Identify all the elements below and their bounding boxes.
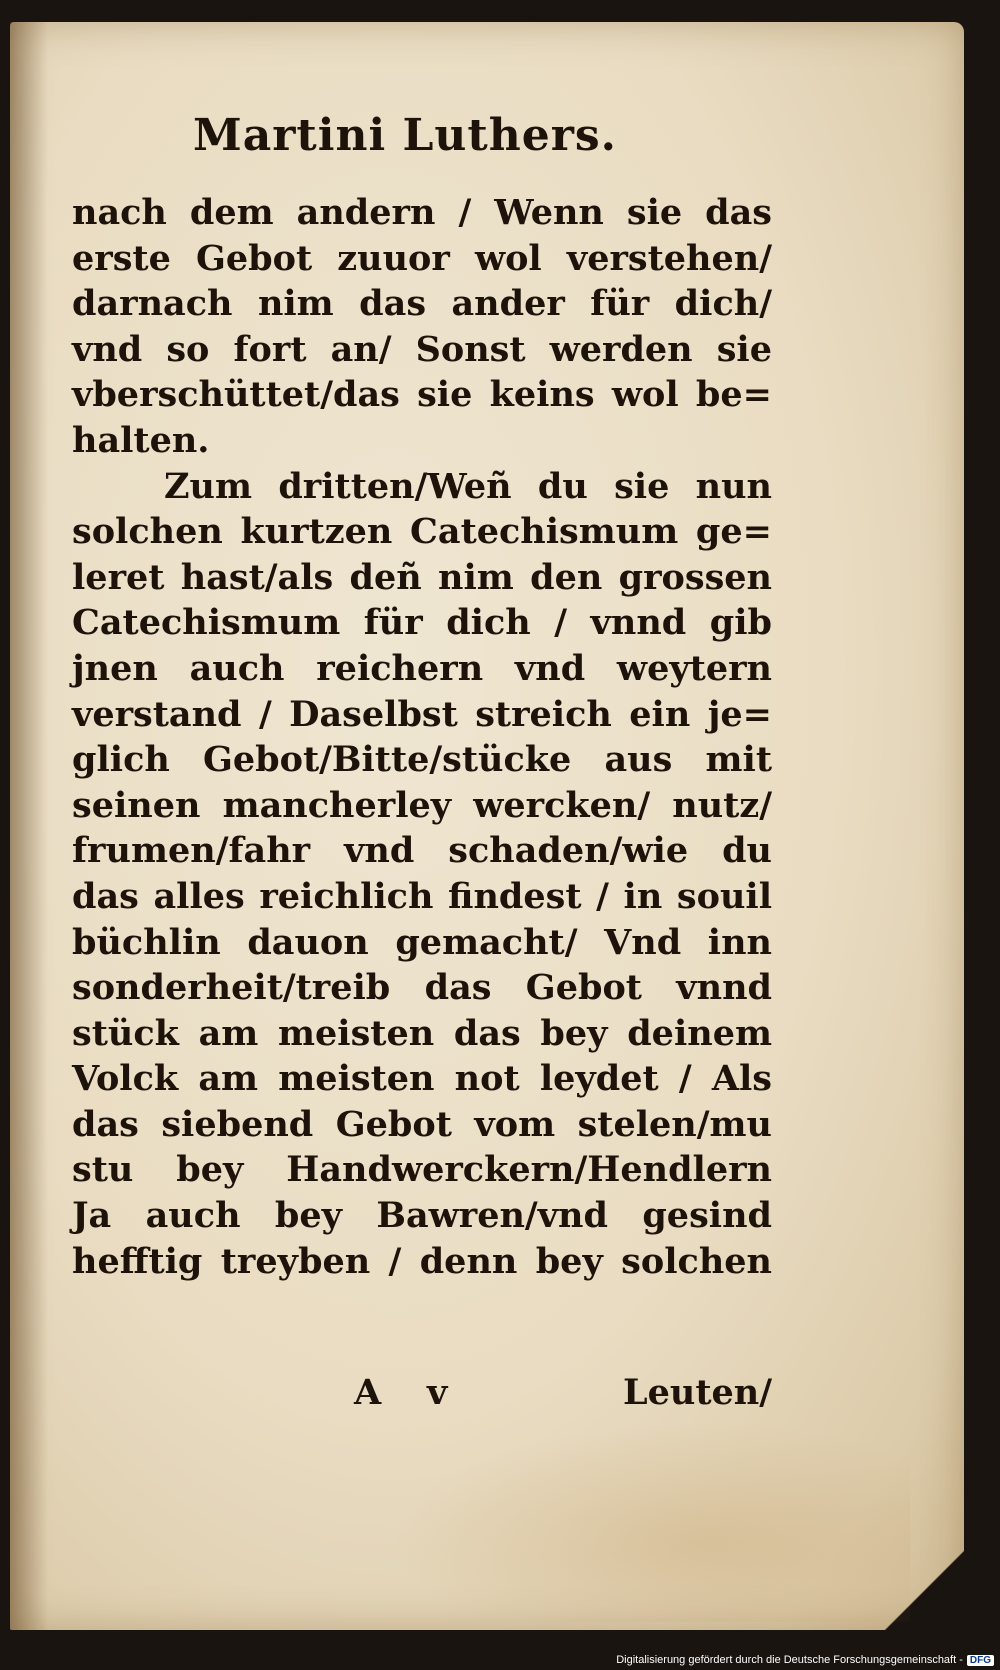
- text-line: büchlin dauon gemacht/ Vnd inn: [72, 921, 772, 963]
- text-line: stück am meisten das bey deinem: [72, 1012, 772, 1054]
- running-head: Martini Luthers.: [193, 110, 617, 161]
- text-line: das alles reichlich findest / in souil: [72, 875, 772, 917]
- text-line: leret hast/als deñ nim den grossen: [72, 556, 772, 598]
- text-line: Zum dritten/Weñ du sie nun: [164, 465, 772, 507]
- book-page: [10, 22, 964, 1630]
- text-line: verstand / Daselbst streich ein je=: [72, 693, 772, 735]
- text-line: vnd so fort an/ Sonst werden sie: [72, 328, 772, 370]
- text-line: glich Gebot/Bitte/stücke aus mit: [72, 739, 772, 781]
- signature-mark-number: v: [427, 1372, 448, 1413]
- text-line: jnen auch reichern vnd weytern: [72, 647, 772, 689]
- body-text: [72, 190, 772, 1284]
- text-line: erste Gebot zuuor wol verstehen/: [72, 237, 772, 279]
- catchword: Leuten/: [623, 1372, 772, 1413]
- signature-line: [72, 1372, 772, 1418]
- text-line: darnach nim das ander für dich/: [72, 283, 772, 325]
- text-line: Catechismum für dich / vnnd gib: [72, 602, 772, 644]
- signature-mark-letter: A: [354, 1372, 382, 1413]
- text-line: seinen mancherley wercken/ nutz/: [72, 784, 772, 826]
- page-corner-damage: [884, 1510, 964, 1630]
- text-line: sonderheit/treib das Gebot vnnd: [72, 967, 772, 1009]
- credit-text: Digitalisierung gefördert durch die Deutsche Forschungsgemeinschaft -: [616, 1654, 963, 1666]
- text-line: solchen kurtzen Catechismum ge=: [72, 511, 772, 553]
- text-line: Volck am meisten not leydet / Als: [72, 1058, 772, 1100]
- text-line: Ja auch bey Bawren/vnd gesind: [72, 1195, 772, 1237]
- text-line: vberschüttet/das sie keins wol be=: [72, 374, 772, 416]
- text-line: stu bey Handwerckern/Hendlern: [72, 1149, 772, 1191]
- digitization-credit: [616, 1654, 994, 1666]
- dfg-logo: DFG: [967, 1655, 994, 1666]
- text-line: das siebend Gebot vom stelen/mu: [72, 1103, 772, 1145]
- text-line: frumen/fahr vnd schaden/wie du: [72, 830, 772, 872]
- text-line: nach dem andern / Wenn sie das: [72, 192, 772, 233]
- text-line: halten.: [72, 419, 210, 461]
- text-line: hefftig treyben / denn bey solchen: [72, 1240, 772, 1282]
